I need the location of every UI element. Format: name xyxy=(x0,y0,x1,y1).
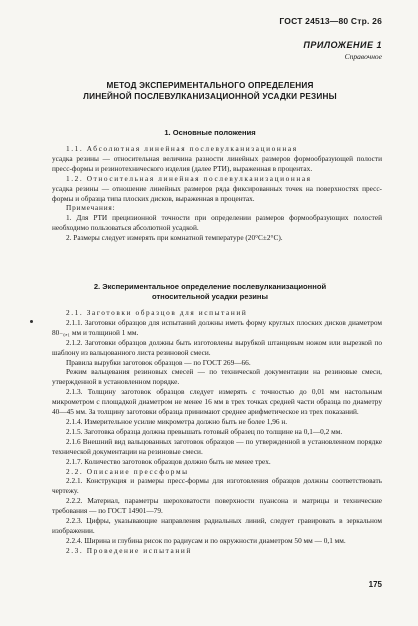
document-title xyxy=(40,80,380,102)
section-2-body xyxy=(52,308,382,556)
note-2: 2. Размеры следует измерять при комнатной температуре (20°С±2°С). xyxy=(66,233,283,243)
note-1: 1. Для РТИ прецизионной точности при определении размеров формообразующих полостей необходимо пользоваться абсолютной усадкой. xyxy=(52,213,382,233)
paragraph-2-1-3: 2.1.3. Толщину заготовок образцов следует измерять с точностью до 0,01 мм настольным микрометром с площадкой диаметром не менее 16 мм в трех точках средней части образца по диаметру 40—45 мм. За толщину заготовки образца принимают среднее арифметическое из трех показаний. xyxy=(52,387,382,417)
section-1-body xyxy=(52,144,382,243)
running-header: ГОСТ 24513—80 Стр. 26 xyxy=(279,16,382,26)
paragraph-2-1-2: 2.1.2. Заготовки образцов должны быть изготовлены вырубкой штанцевым ножом или вырезкой по шаблону из вальцованного листа резиновой смеси. xyxy=(52,337,382,357)
notes-label: Примечания: xyxy=(66,203,116,213)
section-1-heading: 1. Основные положения xyxy=(164,128,256,137)
paragraph-2-3: 2.3. Проведение испытаний xyxy=(66,545,192,555)
document-title-line-2: ЛИНЕЙНОЙ ПОСЛЕВУЛКАНИЗАЦИОННОЙ УСАДКИ РЕЗИНЫ xyxy=(83,92,337,101)
paragraph-2-1: 2.1. Заготовки образцов для испытаний xyxy=(66,308,248,317)
paragraph-2-2: 2.2. Описание прессформы xyxy=(66,466,189,476)
appendix-title: ПРИЛОЖЕНИЕ 1 xyxy=(303,40,382,50)
paragraph-2-1-4: 2.1.4. Измерительное усилие микрометра должно быть не более 1,96 н. xyxy=(66,416,288,426)
paragraph-2-1-5: 2.1.5. Заготовка образца должна превышать готовый образец по толщине на 0,1—0,2 мм. xyxy=(66,426,343,436)
paragraph-1-2-term: 1.2. Относительная линейная послевулканизационная xyxy=(66,173,312,183)
section-2-heading-line-2: относительной усадки резины xyxy=(152,292,268,301)
paragraph-2-1-6: 2.1.6 Внешний вид вальцованных заготовок образцов — по утвержденной в установленном порядке технической документации на резиновые смеси. xyxy=(52,436,382,456)
page-number: 175 xyxy=(368,580,382,589)
paragraph-2-2-1: 2.2.1. Конструкция и размеры пресс-формы для изготовления образцов должны соответствовать чертежу. xyxy=(52,476,382,496)
paragraph-mode: Режим вальцевания резиновых смесей — по технической документации на резиновые смеси, утвержденной в установленном порядке. xyxy=(52,367,382,387)
section-2-heading-line-1: 2. Экспериментальное определение послевулканизационной xyxy=(93,282,327,291)
document-title-line-1: МЕТОД ЭКСПЕРИМЕНТАЛЬНОГО ОПРЕДЕЛЕНИЯ xyxy=(106,81,314,90)
paragraph-1-1-text: усадка резины — относительная величина разности линейных размеров формообразующей полости пресс-формы и резинотехнического изделия (далее РТИ), выраженная в процентах. xyxy=(52,153,382,173)
appendix-subtitle: Справочное xyxy=(344,52,382,61)
paragraph-2-2-3: 2.2.3. Цифры, указывающие направления радиальных линий, следует гравировать в зеркальном изображении. xyxy=(52,516,382,535)
paragraph-rules: Правила вырубки заготовок образцов — по ГОСТ 269—66. xyxy=(66,357,251,367)
margin-dot xyxy=(30,320,33,323)
paragraph-2-2-4: 2.2.4. Ширина и глубина рисок по радиусам и по окружности диаметром 50 мм — 0,1 мм. xyxy=(66,535,346,545)
section-2-heading xyxy=(40,282,380,302)
paragraph-1-1-term: 1.1. Абсолютная линейная послевулканизационная xyxy=(66,144,298,153)
paragraph-1-2-text: усадка резины — отношение линейных размеров ряда фиксированных точек на поверхностях пресс-формы и образца типа плоских дисков, выраженная в процентах. xyxy=(52,183,382,203)
paragraph-2-1-7: 2.1.7. Количество заготовок образцов должно быть не менее трех. xyxy=(66,456,271,466)
paragraph-2-2-2: 2.2.2. Материал, параметры шероховатости поверхности пуансона и матрицы и технические требования — по ГОСТ 14901—79. xyxy=(52,496,382,516)
paragraph-2-1-1: 2.1.1. Заготовки образцов для испытаний должны иметь форму круглых плоских дисков диаметром 80₋₀,₁ мм и толщиной 1 мм. xyxy=(52,317,382,337)
